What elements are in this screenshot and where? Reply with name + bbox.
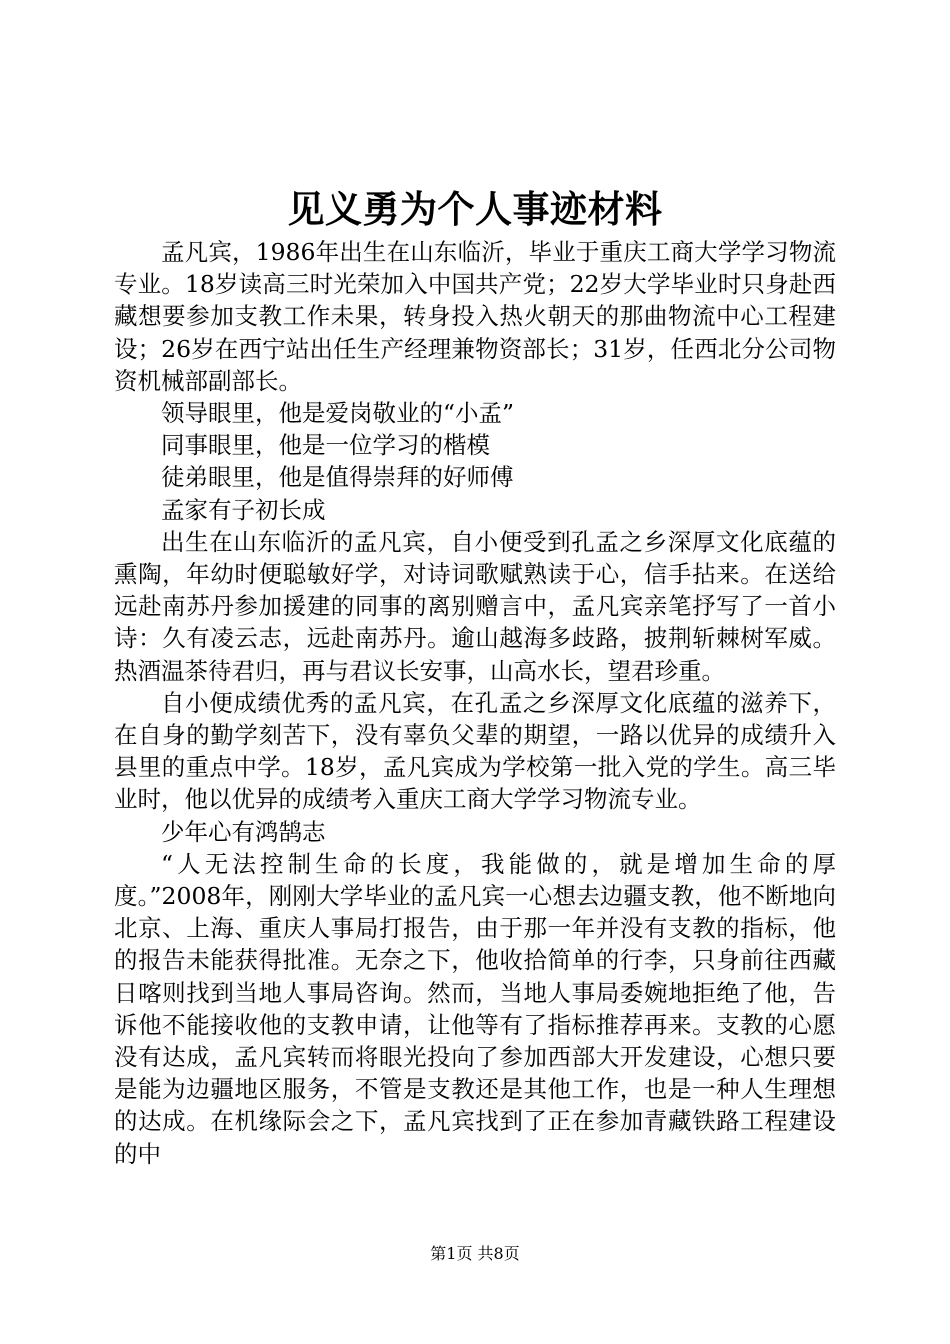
section-heading-growing-up: 孟家有子初长成: [161, 495, 326, 524]
paragraph-apprentice-view: 徒弟眼里，他是值得崇拜的好师傅: [161, 463, 514, 492]
document-title: 见义勇为个人事迹材料: [287, 187, 663, 231]
document-body: [114, 236, 836, 1170]
page-number-footer: 第1页 共8页: [430, 1244, 520, 1263]
section-heading-ambition: 少年心有鸿鹄志: [161, 817, 326, 846]
paragraph-ambition: “人无法控制生命的长度，我能做的，就是增加生命的厚度。”2008年，刚刚大学毕业的孟凡宾一心想去边疆支教，他不断地向北京、上海、重庆人事局打报告，由于那一年并没有支教的指标，他的报告未能获得批准。无奈之下，他收拾简单的行李，只身前往西藏日喀则找到当地人事局咨询。然而，当地人事局委婉地拒绝了他，告诉他不能接收他的支教申请，让他等有了指标推荐再来。支教的心愿没有达成，孟凡宾转而将眼光投向了参加西部大开发建设，心想只要是能为边疆地区服务，不管是支教还是其他工作，也是一种人生理想的达成。在机缘际会之下，孟凡宾找到了正在参加青藏铁路工程建设的中: [114, 849, 836, 1168]
paragraph-education: 自小便成绩优秀的孟凡宾，在孔孟之乡深厚文化底蕴的滋养下，在自身的勤学刻苦下，没有辜负父辈的期望，一路以优异的成绩升入县里的重点中学。18岁，孟凡宾成为学校第一批入党的学生。高三毕业时，他以优异的成绩考入重庆工商大学学习物流专业。: [114, 688, 836, 814]
paragraph-leader-view: 领导眼里，他是爱岗敬业的“小孟”: [161, 399, 515, 428]
paragraph-colleague-view: 同事眼里，他是一位学习的楷模: [161, 431, 490, 460]
paragraph-childhood: 出生在山东临沂的孟凡宾，自小便受到孔孟之乡深厚文化底蕴的熏陶，年幼时便聪敏好学，对诗词歌赋熟读于心，信手拈来。在送给远赴南苏丹参加援建的同事的离别赠言中，孟凡宾亲笔抒写了一首小诗：久有凌云志，远赴南苏丹。逾山越海多歧路，披荆斩棘树军威。热酒温茶待君归，再与君议长安事，山高水长，望君珍重。: [114, 527, 836, 685]
paragraph-intro: 孟凡宾，1986年出生在山东临沂，毕业于重庆工商大学学习物流专业。18岁读高三时光荣加入中国共产党；22岁大学毕业时只身赴西藏想要参加支教工作未果，转身投入热火朝天的那曲物流中心工程建设；26岁在西宁站出任生产经理兼物资部长；31岁，任西北分公司物资机械部副部长。: [114, 238, 836, 395]
